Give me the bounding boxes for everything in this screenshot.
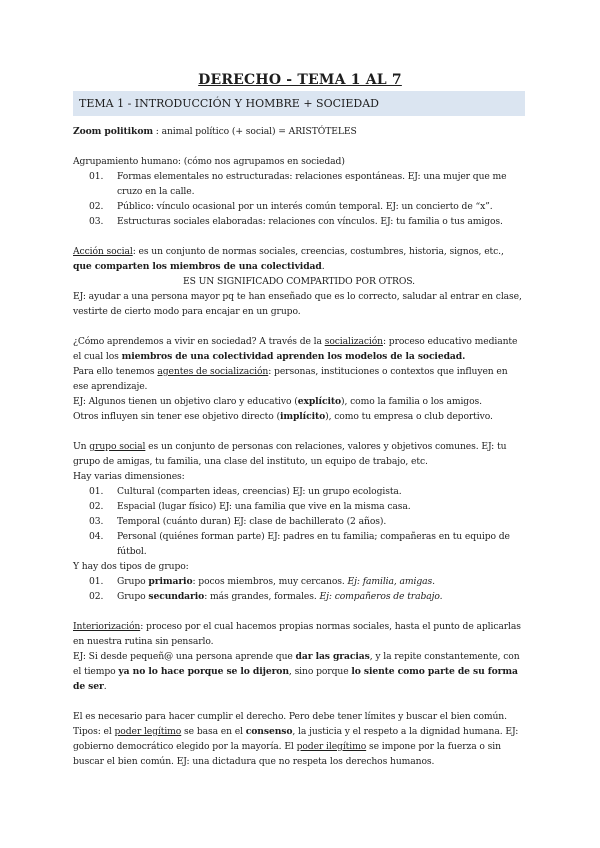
socializacion-text: : proceso educativo mediante el cual los [73, 336, 518, 362]
poder-ilegitimo-term: poder ilegítimo [296, 741, 367, 752]
list-item [73, 214, 525, 229]
ej-d: ya no lo hace porque se lo dijeron [118, 666, 289, 677]
list-number: 01. [89, 171, 104, 182]
document-title: DERECHO - TEMA 1 AL 7 [198, 72, 402, 88]
tipo-text: : pocos miembros, muy cercanos. [192, 576, 348, 587]
tipos-list [73, 574, 525, 604]
explicito-post: ), como la familia o los amigos. [341, 396, 482, 407]
accion-term: Acción social [73, 246, 133, 257]
implicito-pre: Otros influyen sin tener ese objetivo directo ( [73, 411, 280, 422]
zoon-term: Zoom politikom [73, 126, 153, 137]
interiorizacion-paragraph [73, 619, 525, 649]
list-item [73, 199, 525, 214]
interiorizacion-term: Interiorización [73, 621, 141, 632]
list-item [73, 499, 525, 514]
list-number: 02. [89, 591, 104, 602]
accion-end: . [321, 261, 325, 272]
list-item [73, 574, 525, 589]
list-number: 03. [89, 516, 104, 527]
list-item [73, 169, 525, 199]
poder-text-c: , la justicia y el respeto a la dignidad humana. EJ: gobierno democrático elegido por la mayoría. El [73, 726, 519, 752]
list-item [73, 514, 525, 529]
poder-tipos [73, 724, 525, 769]
section-heading: TEMA 1 - INTRODUCCIÓN Y HOMBRE + SOCIEDAD [79, 97, 379, 110]
interiorizacion-example [73, 649, 525, 694]
tipo-pre: Grupo [117, 576, 149, 587]
tipos-intro: Y hay dos tipos de grupo: [73, 561, 189, 572]
list-text: Cultural (comparten ideas, creencias) EJ: un grupo ecologista. [117, 486, 402, 497]
socializacion-bold: miembros de una colectividad aprenden los modelos de la sociedad. [121, 351, 466, 362]
list-text: Personal (quiénes forman parte) EJ: padres en tu familia; compañeras en tu equipo de fútbol. [117, 531, 510, 557]
list-text: Público: vínculo ocasional por un interés común temporal. EJ: un concierto de “x”. [117, 201, 493, 212]
accion-center-line: ES UN SIGNIFICADO COMPARTIDO POR OTROS. [183, 276, 415, 287]
tipo-term: primario [148, 576, 193, 587]
ej-c: , y la repite constantemente, con el tiempo [73, 651, 520, 677]
tipo-text: : más grandes, formales. [204, 591, 320, 602]
list-number: 01. [89, 576, 104, 587]
list-item [73, 529, 525, 559]
poder-intro: El es necesario para hacer cumplir el derecho. Pero debe tener límites y buscar el bien común. [73, 711, 507, 722]
tipo-example: Ej: compañeros de trabajo. [319, 591, 443, 602]
ej-b: dar las gracias [295, 651, 370, 662]
explicito-pre: EJ: Algunos tienen un objetivo claro y educativo ( [73, 396, 298, 407]
dimensiones-intro: Hay varias dimensiones: [73, 471, 185, 482]
list-number: 03. [89, 216, 104, 227]
tipo-example: Ej: familia, amigas. [347, 576, 435, 587]
list-number: 01. [89, 486, 104, 497]
grupo-term: grupo social [89, 441, 146, 452]
poder-legitimo-term: poder legítimo [114, 726, 182, 737]
explicito-line [73, 394, 525, 409]
grupo-text: es un conjunto de personas con relaciones, valores y objetivos comunes. EJ: tu grupo de amigas, tu familia, una clase del instituto, un equipo de trabajo, etc. [73, 441, 507, 467]
zoon-paragraph [73, 124, 525, 139]
document-body [73, 124, 525, 769]
section-banner [73, 91, 525, 116]
agentes-term: agentes de socialización [157, 366, 269, 377]
agrupamiento-list [73, 169, 525, 229]
list-number: 02. [89, 501, 104, 512]
socializacion-term: socialización [324, 336, 383, 347]
agentes-paragraph [73, 364, 525, 394]
accion-example: EJ: ayudar a una persona mayor pq te han enseñado que es lo correcto, saludar al entrar en clase, vestirte de cierto modo para encajar en un grupo. [73, 291, 522, 317]
ej-f: lo siente como parte de su forma de ser [73, 666, 518, 692]
list-text: Temporal (cuánto duran) EJ: clase de bachillerato (2 años). [117, 516, 387, 527]
tipo-term: secundario [148, 591, 205, 602]
grupo-paragraph [73, 439, 525, 469]
list-number: 04. [89, 531, 104, 542]
interiorizacion-text: : proceso por el cual hacemos propias normas sociales, hasta el punto de aplicarlas en nuestra rutina sin pensarlo. [73, 621, 521, 647]
poder-text-b: se basa en el [181, 726, 246, 737]
tipo-pre: Grupo [117, 591, 149, 602]
implicito-term: implícito [279, 411, 326, 422]
consenso-term: consenso [245, 726, 293, 737]
list-item [73, 484, 525, 499]
socializacion-paragraph [73, 334, 525, 364]
agentes-text: : personas, instituciones o contextos que influyen en ese aprendizaje. [73, 366, 508, 392]
explicito-term: explícito [297, 396, 342, 407]
accion-bold: que comparten los miembros de una colectividad [73, 261, 322, 272]
list-text: Estructuras sociales elaboradas: relaciones con vínculos. EJ: tu familia o tus amigos. [117, 216, 503, 227]
agrupamiento-intro: Agrupamiento humano: (cómo nos agrupamos en sociedad) [73, 156, 345, 167]
ej-g: . [103, 681, 107, 692]
implicito-line [73, 409, 525, 424]
list-number: 02. [89, 201, 104, 212]
accion-paragraph [73, 244, 525, 274]
socializacion-question: ¿Cómo aprendemos a vivir en sociedad? A través de la [73, 336, 325, 347]
grupo-pre: Un [73, 441, 90, 452]
accion-text: : es un conjunto de normas sociales, creencias, costumbres, historia, signos, etc., [132, 246, 504, 257]
dimensiones-list [73, 484, 525, 559]
implicito-post: ), como tu empresa o club deportivo. [325, 411, 493, 422]
poder-pre: Tipos: el [73, 726, 115, 737]
ej-a: EJ: Si desde pequeñ@ una persona aprende que [73, 651, 296, 662]
list-text: Formas elementales no estructuradas: relaciones espontáneas. EJ: una mujer que me cruzo en la calle. [117, 171, 507, 197]
agentes-pre: Para ello tenemos [73, 366, 158, 377]
list-item [73, 589, 525, 604]
poder-text-d: se impone por la fuerza o sin buscar el bien común. EJ: una dictadura que no respeta los derechos humanos. [73, 741, 501, 767]
zoon-definition: : animal político (+ social) = ARISTÓTELES [152, 126, 357, 137]
ej-e: , sino porque [288, 666, 352, 677]
list-text: Espacial (lugar físico) EJ: una familia que vive en la misma casa. [117, 501, 411, 512]
